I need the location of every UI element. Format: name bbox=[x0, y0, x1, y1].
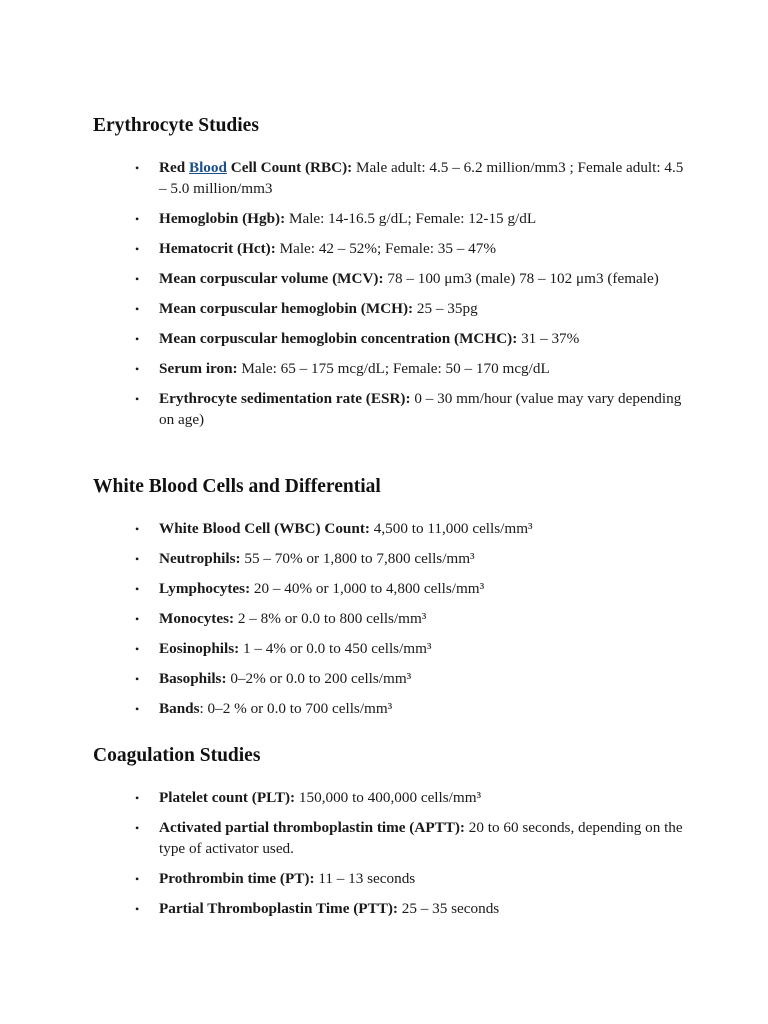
list-item-serum-iron bbox=[93, 358, 693, 379]
item-value: 20 – 40% or 1,000 to 4,800 cells/mm³ bbox=[250, 580, 485, 597]
list-item-mch bbox=[93, 298, 693, 319]
list-item-neutrophils bbox=[93, 548, 693, 569]
item-value: 20 to 60 seconds, depending on the type of activator used. bbox=[159, 819, 683, 857]
item-label: Red bbox=[159, 159, 189, 176]
section-erythrocyte-studies bbox=[93, 114, 693, 439]
item-value: Male adult: 4.5 – 6.2 million/mm3 ; Female adult: 4.5 – 5.0 million/mm3 bbox=[159, 159, 684, 197]
item-label: Platelet count (PLT): bbox=[159, 789, 296, 806]
item-label: Mean corpuscular hemoglobin concentration (MCHC): bbox=[159, 330, 518, 347]
section-heading: Erythrocyte Studies bbox=[93, 115, 259, 136]
blood-link[interactable]: Blood bbox=[188, 159, 227, 176]
item-label: Prothrombin time (PT): bbox=[159, 870, 315, 887]
item-value: 55 – 70% or 1,800 to 7,800 cells/mm³ bbox=[240, 550, 475, 567]
item-value: 1 – 4% or 0.0 to 450 cells/mm³ bbox=[239, 640, 432, 657]
item-value: : 0–2 % or 0.0 to 700 cells/mm³ bbox=[199, 700, 393, 717]
list-item-basophils bbox=[93, 668, 693, 689]
item-label: Serum iron: bbox=[159, 360, 238, 377]
list-item-ptt bbox=[93, 898, 693, 919]
list-item-mcv bbox=[93, 268, 693, 289]
item-label: Mean corpuscular volume (MCV): bbox=[159, 270, 384, 287]
item-value: 4,500 to 11,000 cells/mm³ bbox=[369, 520, 533, 537]
list-item-eosinophils bbox=[93, 638, 693, 659]
item-label: Eosinophils: bbox=[159, 640, 240, 657]
item-value: Male: 14-16.5 g/dL; Female: 12-15 g/dL bbox=[285, 210, 537, 227]
item-value: 2 – 8% or 0.0 to 800 cells/mm³ bbox=[234, 610, 427, 627]
list-item-hct bbox=[93, 238, 693, 259]
list-item-esr bbox=[93, 388, 693, 430]
item-value: Male: 65 – 175 mcg/dL; Female: 50 – 170 mcg/dL bbox=[237, 360, 550, 377]
item-label: Hematocrit (Hct): bbox=[159, 240, 276, 257]
list-item-bands bbox=[93, 698, 693, 719]
item-label: Lymphocytes: bbox=[159, 580, 251, 597]
list-item-rbc bbox=[93, 157, 693, 199]
item-label: White Blood Cell (WBC) Count: bbox=[159, 520, 370, 537]
item-label: Monocytes: bbox=[159, 610, 235, 627]
list-item-wbc bbox=[93, 518, 693, 539]
item-label: Partial Thromboplastin Time (PTT): bbox=[159, 900, 398, 917]
item-label: Erythrocyte sedimentation rate (ESR): bbox=[159, 390, 411, 407]
item-value: 150,000 to 400,000 cells/mm³ bbox=[295, 789, 482, 806]
item-value: 0–2% or 0.0 to 200 cells/mm³ bbox=[226, 670, 412, 687]
lab-value-list bbox=[93, 518, 693, 719]
list-item-mchc bbox=[93, 328, 693, 349]
section-heading: White Blood Cells and Differential bbox=[93, 476, 381, 497]
list-item-pt bbox=[93, 868, 693, 889]
item-value: 0 – 30 mm/hour (value may vary depending on age) bbox=[159, 390, 682, 428]
item-value: 78 – 100 μm3 (male) 78 – 102 μm3 (female) bbox=[383, 270, 659, 287]
list-item-lymphocytes bbox=[93, 578, 693, 599]
item-label: Mean corpuscular hemoglobin (MCH): bbox=[159, 300, 414, 317]
list-item-hgb bbox=[93, 208, 693, 229]
item-value: 25 – 35pg bbox=[413, 300, 478, 317]
lab-value-list bbox=[93, 787, 693, 919]
section-white-blood-cells bbox=[93, 475, 693, 728]
item-value: 11 – 13 seconds bbox=[314, 870, 416, 887]
item-label: Activated partial thromboplastin time (APTT): bbox=[159, 819, 465, 836]
section-coagulation-studies bbox=[93, 744, 693, 928]
item-label: Basophils: bbox=[159, 670, 227, 687]
item-value: 31 – 37% bbox=[517, 330, 580, 347]
list-item-monocytes bbox=[93, 608, 693, 629]
list-item-plt bbox=[93, 787, 693, 808]
item-label: Hemoglobin (Hgb): bbox=[159, 210, 286, 227]
item-label: Cell Count (RBC): bbox=[226, 159, 353, 176]
item-value: 25 – 35 seconds bbox=[397, 900, 500, 917]
lab-value-list bbox=[93, 157, 693, 430]
item-label: Neutrophils: bbox=[159, 550, 241, 567]
item-value: Male: 42 – 52%; Female: 35 – 47% bbox=[275, 240, 496, 257]
section-heading: Coagulation Studies bbox=[93, 745, 261, 766]
item-label: Bands bbox=[159, 700, 200, 717]
list-item-aptt bbox=[93, 817, 693, 859]
